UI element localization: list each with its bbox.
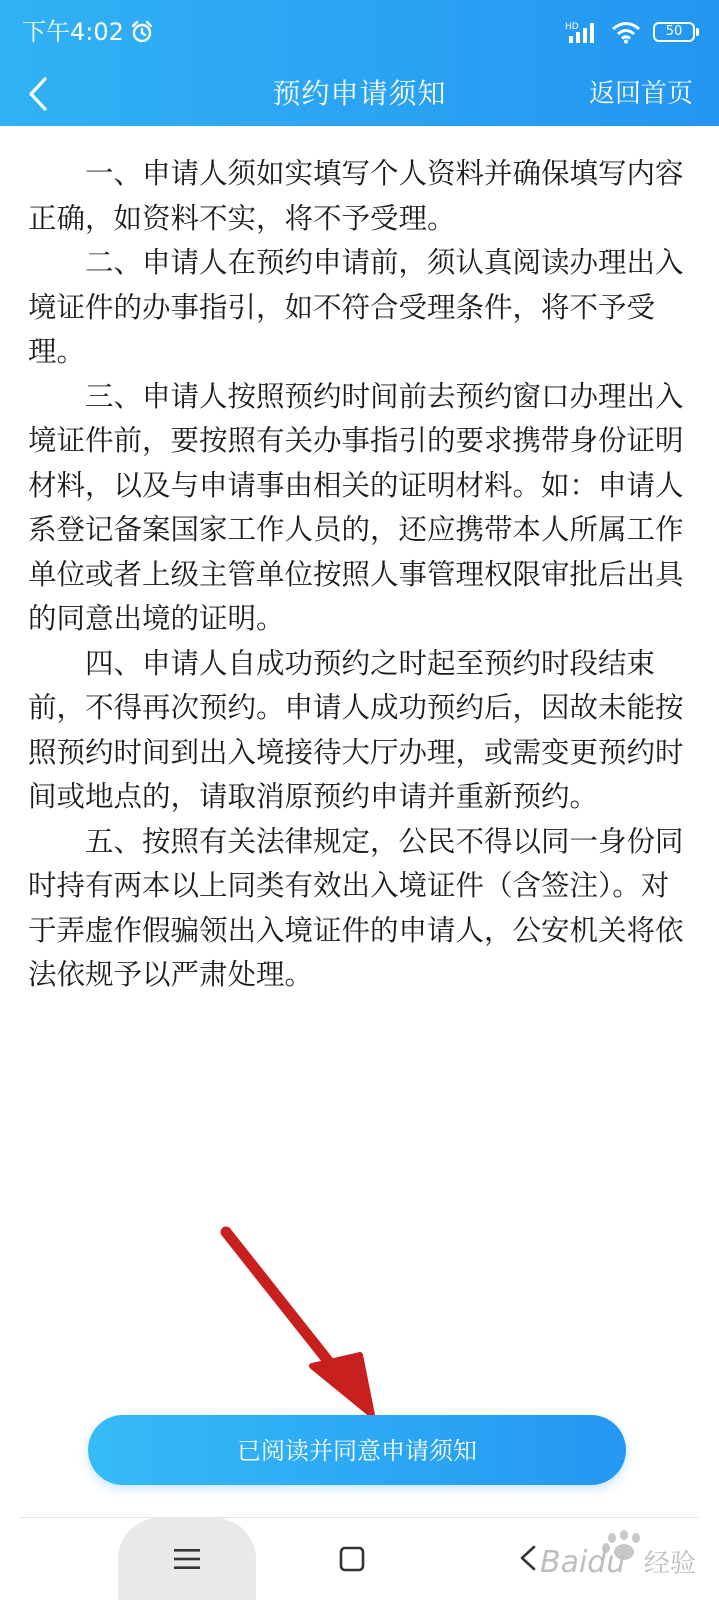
watermark-suffix: 经验 [644,1549,697,1579]
status-bar [0,0,719,62]
system-home-button[interactable] [338,1545,366,1573]
notice-paragraph-2: 二、申请人在预约申请前，须认真阅读办理出入境证件的办事指引，如不符合受理条件，将不予受理。 [28,246,684,368]
notice-content [28,152,696,998]
app-header [0,0,719,126]
status-time: 下午4:02 [22,18,124,46]
wifi-icon [611,20,641,44]
notice-paragraph-5: 五、按照有关法律规定，公民不得以同一身份同时持有两本以上同类有效出入境证件（含签注）。对于弄虚作假骗领出入境证件的申请人，公安机关将依法依规予以严肃处理。 [28,824,684,991]
return-home-link[interactable]: 返回首页 [588,79,693,109]
triangle-back-icon [516,1543,540,1573]
signal-bars-icon [565,20,599,44]
system-back-button[interactable] [516,1543,540,1573]
status-time-group [22,17,154,47]
baidu-watermark [540,1530,710,1590]
page-title: 预约申请须知 [272,77,447,110]
network-type-label: HD [565,22,579,32]
square-icon [338,1545,366,1573]
notice-paragraph-4: 四、申请人自成功预约之时起至预约时段结束前，不得再次预约。申请人成功预约后，因故未能按照预约时间到出入境接待大厅办理，或需变更预约时间或地点的，请取消原预约申请并重新预约。 [28,646,684,813]
hamburger-icon [174,1548,200,1570]
nav-bar [0,62,719,126]
notice-paragraph-3: 三、申请人按照预约时间前去预约窗口办理出入境证件前，要按照有关办事指引的要求携带身份证明材料，以及与申请事由相关的证明材料。如：申请人系登记备案国家工作人员的，还应携带本人所属工作单位或者上级主管单位按照人事管理权限审批后出具的同意出境的证明。 [28,379,684,635]
battery-indicator: 50 [653,22,695,42]
notice-paragraph-1: 一、申请人须如实填写个人资料并确保填写内容正确，如资料不实，将不予受理。 [28,157,684,235]
alarm-clock-icon [130,20,154,44]
status-icons [565,18,695,46]
nav-divider [20,1517,699,1518]
agree-button[interactable]: 已阅读并同意申请须知 [88,1415,626,1485]
system-menu-button[interactable] [118,1518,256,1600]
watermark-brand: Baidu [540,1545,626,1580]
